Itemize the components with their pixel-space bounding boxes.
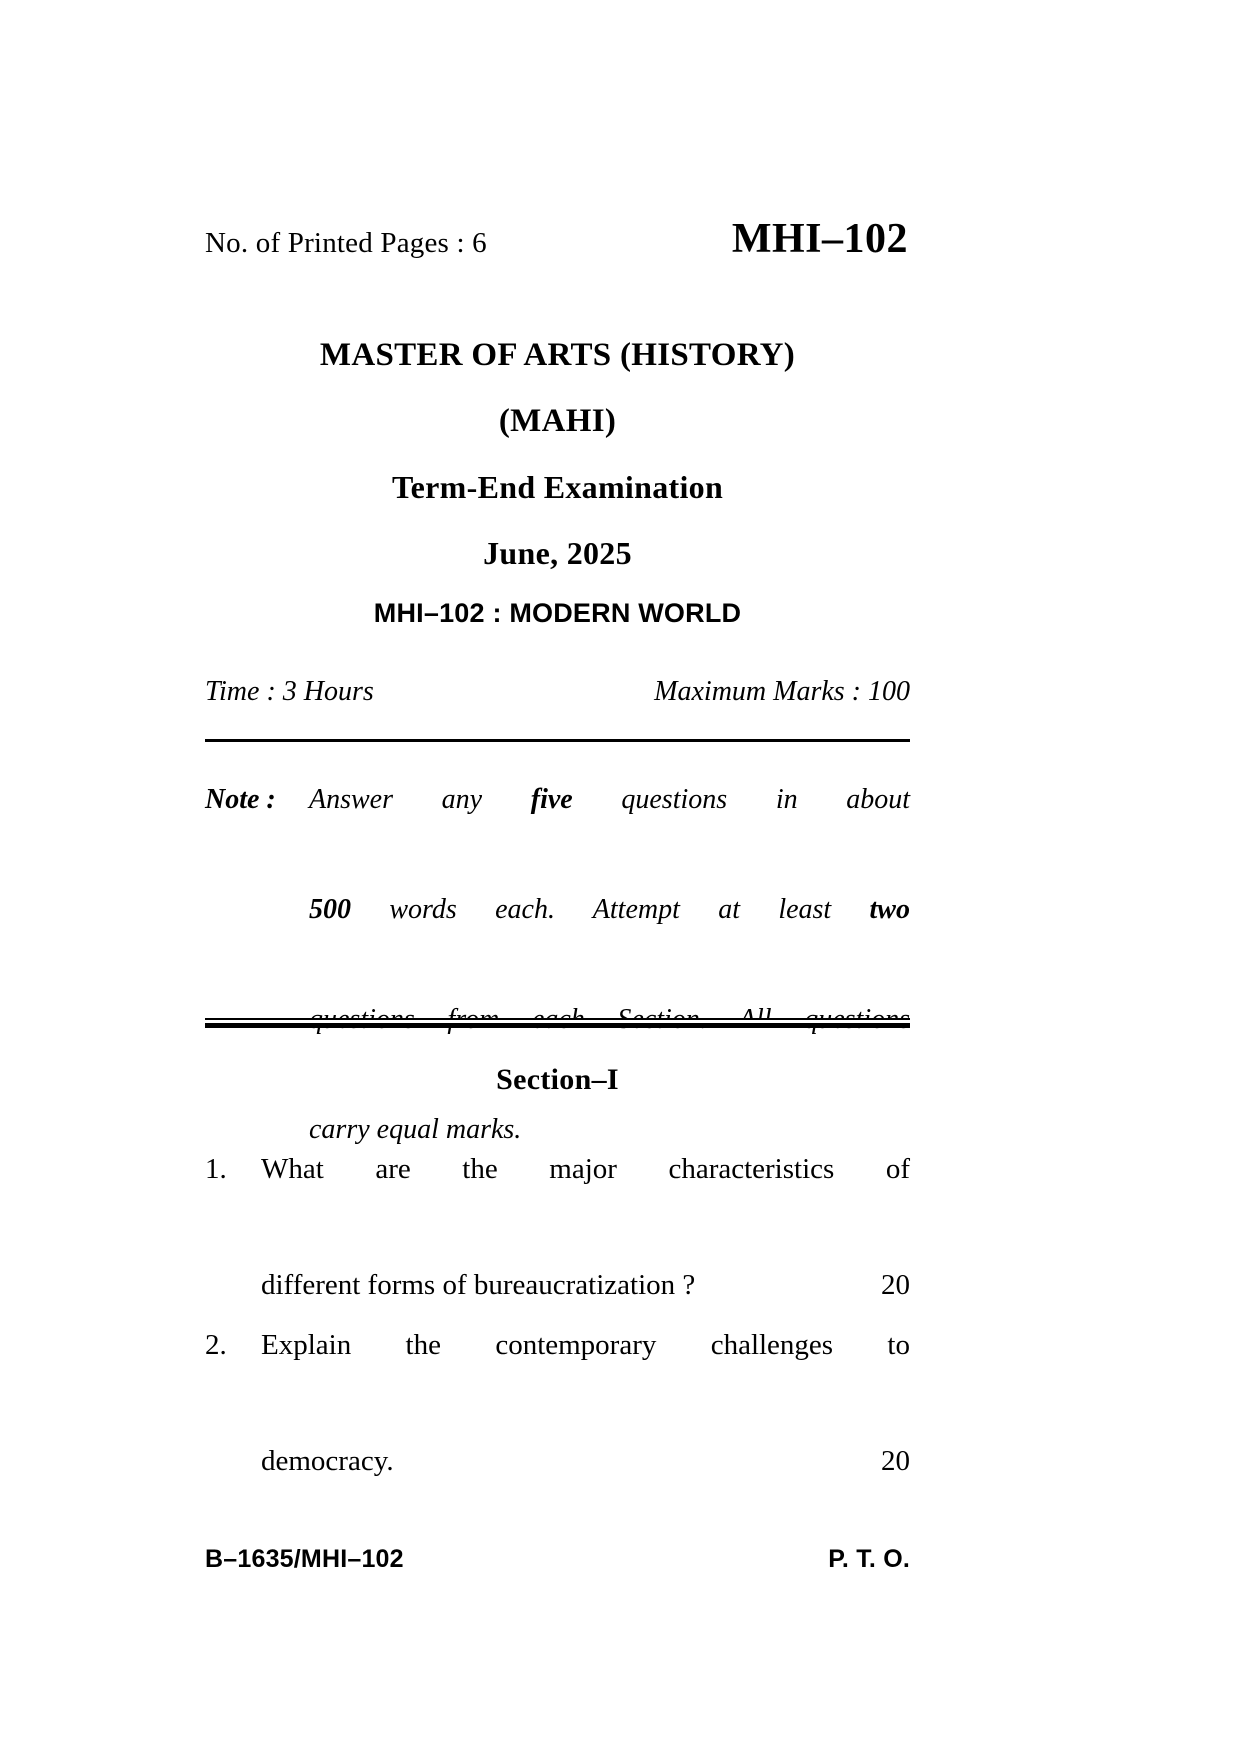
note-word-least: least (778, 894, 832, 925)
examination-session: June, 2025 (483, 535, 632, 571)
note-line-4: carry equal marks. (309, 1114, 522, 1145)
note-word-at: at (718, 894, 740, 925)
turn-over-label: P. T. O. (828, 1545, 910, 1573)
questions-list (205, 1140, 910, 1492)
section-heading: Section–I (496, 1063, 619, 1096)
note-line-1 (309, 772, 910, 882)
question-marks: 20 (881, 1445, 910, 1477)
note-word-any: any (441, 784, 483, 815)
question-line-text: democracy. (261, 1445, 394, 1477)
divider-thick-rule (205, 1023, 910, 1028)
question-item (205, 1140, 910, 1314)
question-body (261, 1140, 910, 1314)
time-allowed: Time : 3 Hours (205, 676, 374, 707)
note-word-words: words (389, 894, 457, 925)
note-emphasis-two: two (869, 894, 910, 925)
note-word-in: in (775, 784, 798, 815)
note-word-about: about (846, 784, 911, 815)
subject-title: MHI–102 : MODERN WORLD (373, 598, 742, 628)
note-emphasis-500: 500 (309, 894, 351, 925)
question-number: 1. (205, 1153, 227, 1185)
question-line-with-marks (261, 1432, 910, 1490)
title-block (205, 322, 910, 586)
note-text (309, 772, 910, 1157)
page-header (205, 215, 910, 263)
note-block (205, 772, 910, 1157)
exam-info-row (205, 676, 910, 708)
page-footer (205, 1545, 910, 1574)
paper-reference: B–1635/MHI–102 (205, 1545, 404, 1573)
printed-pages-label: No. of Printed Pages : 6 (205, 227, 487, 259)
question-item (205, 1316, 910, 1490)
maximum-marks: Maximum Marks : 100 (654, 676, 910, 707)
note-line-2 (309, 882, 910, 992)
note-word-attempt: Attempt (592, 894, 680, 925)
question-line: What are the major characteristics of (261, 1153, 910, 1185)
note-emphasis-five: five (530, 784, 573, 815)
question-line-text: different forms of bureaucratization ? (261, 1269, 696, 1301)
examination-type: Term-End Examination (391, 469, 724, 505)
question-body (261, 1316, 910, 1490)
degree-title: MASTER OF ARTS (HISTORY) (319, 337, 796, 373)
note-word-answer: Answer (309, 784, 393, 815)
question-line-with-marks (261, 1256, 910, 1314)
degree-abbreviation: (MAHI) (498, 403, 617, 439)
question-marks: 20 (881, 1269, 910, 1301)
paper-code: MHI–102 (731, 216, 908, 262)
header-divider (205, 739, 910, 742)
note-word-questions: questions (621, 784, 728, 815)
note-word-each: each. (495, 894, 555, 925)
note-label: Note : (205, 784, 276, 815)
question-line: Explain the contemporary challenges to (261, 1329, 910, 1361)
section-divider (205, 1018, 910, 1028)
question-number: 2. (205, 1329, 227, 1361)
